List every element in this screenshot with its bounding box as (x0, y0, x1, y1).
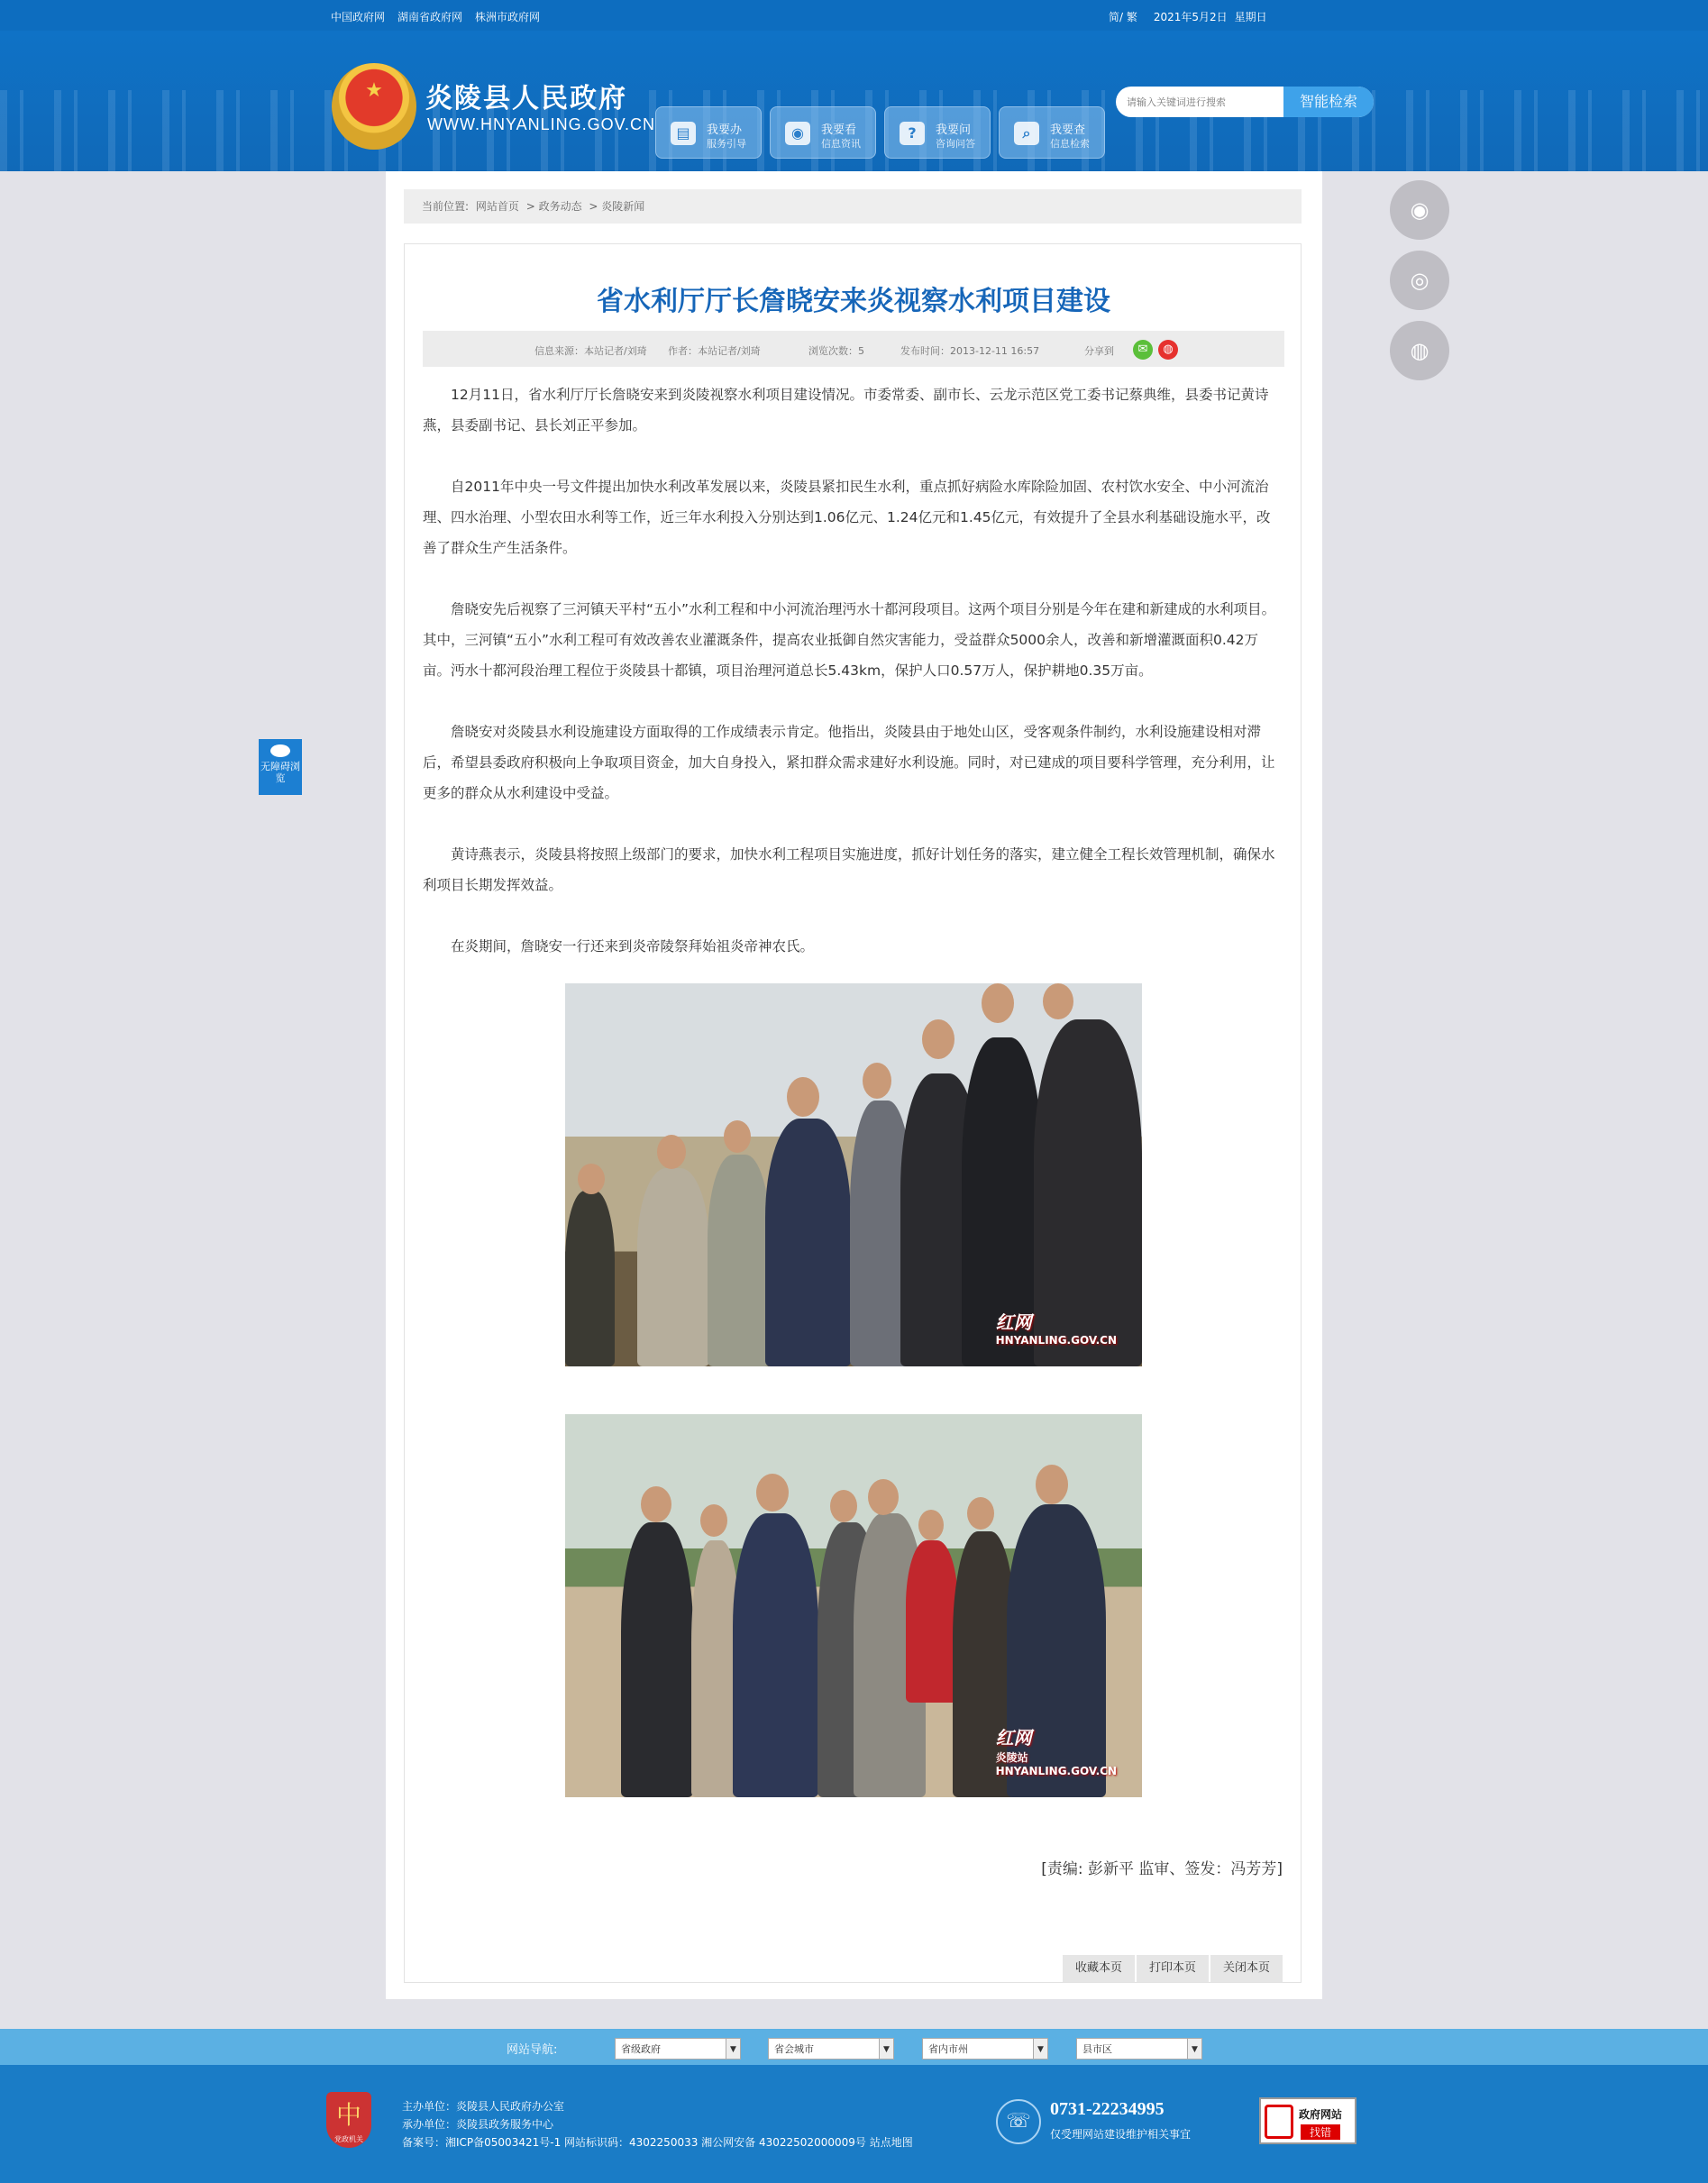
document-icon: ▤ (671, 122, 696, 145)
breadcrumb-yanling-news[interactable]: > 炎陵新闻 (589, 200, 645, 213)
nav-information[interactable] (770, 106, 876, 159)
article-meta (423, 331, 1284, 367)
host-unit: 主办单位：炎陵县人民政府办公室 (402, 2100, 565, 2113)
nav-label: 我要看 (821, 123, 857, 137)
content-container (386, 171, 1322, 1999)
select-provincial-capital[interactable] (768, 2038, 894, 2060)
watermark (996, 1308, 1117, 1347)
nav-search-info[interactable] (999, 106, 1105, 159)
select-value: 县市区 (1082, 2043, 1112, 2055)
undertake-unit: 承办单位：炎陵县政务服务中心 (402, 2118, 554, 2131)
bookmark-page-button[interactable]: 收藏本页 (1063, 1955, 1135, 1982)
report-error-button[interactable] (1259, 2097, 1356, 2144)
paragraph: 12月11日，省水利厅厅长詹晓安来到炎陵视察水利项目建设情况。市委常委、副市长、云龙示范区党工委书记蔡典维，县委书记黄诗燕，县委副书记、县长刘正平参加。 (423, 387, 1269, 434)
close-page-button[interactable]: 关闭本页 (1210, 1955, 1283, 1982)
select-value: 省级政府 (621, 2043, 661, 2055)
link-zhuzhou-gov[interactable]: 株洲市政府网 (475, 11, 541, 23)
footer-site-nav (0, 2029, 1708, 2065)
select-value: 省内市州 (928, 2043, 968, 2055)
article-title: 省水利厅厅长詹晓安来炎视察水利项目建设 (597, 286, 1110, 317)
search-icon: ⌕ (1014, 122, 1039, 145)
weibo-icon: ◍ (1410, 338, 1429, 363)
breadcrumb-label: 当前位置: (422, 200, 470, 213)
accessibility-button[interactable] (259, 739, 302, 795)
search-box (1116, 87, 1374, 117)
watermark-url: HNYANLING.GOV.CN (995, 1334, 1117, 1347)
watermark-subtitle: 炎陵站 (995, 1751, 1028, 1764)
article (404, 243, 1302, 1983)
float-wechat-button[interactable] (1390, 251, 1449, 310)
error-report-title: 政府网站 (1299, 2108, 1343, 2121)
paragraph: 在炎期间，詹晓安一行还来到炎帝陵祭拜始祖炎帝神农氏。 (451, 938, 815, 954)
meta-source: 信息来源：本站记者/刘琦 (534, 345, 647, 357)
select-cities[interactable] (922, 2038, 1048, 2060)
print-page-button[interactable]: 打印本页 (1137, 1955, 1209, 1982)
meta-author: 作者：本站记者/刘琦 (668, 345, 761, 357)
select-value: 省会城市 (774, 2043, 814, 2055)
national-emblem-logo[interactable]: ★ (332, 63, 416, 150)
meta-share-label: 分享到 (1084, 345, 1114, 357)
breadcrumb-home[interactable]: 网站首页 (475, 200, 519, 213)
nav-label: 我要问 (936, 123, 972, 137)
paragraph: 黄诗燕表示，炎陵县将按照上级部门的要求，加快水利工程项目实施进度，抓好计划任务的落实，建立健全工程长效管理机制，确保水利项目长期发挥效益。 (423, 846, 1275, 893)
paragraph: 詹晓安先后视察了三河镇天平村“五小”水利工程和中小河流治理沔水十都河段项目。这两个项目分别是今年在建和新建成的水利项目。其中，三河镇“五小”水利工程可有效改善农业灌溉条件，提高农业抵御自然灾害能力，受益群众5000余人，改善和新增灌溉面积0.42万亩。沔水十都河段治理工程位于炎陵县十都镇，项目治理河道总长5.43km，保护人口0.57万人，保护耕地0.35万亩。 (423, 601, 1276, 679)
paragraph: 自2011年中央一号文件提出加快水利改革发展以来，炎陵县紧扣民生水利，重点抓好病险水库除险加固、农村饮水安全、中小河流治理、四水治理、小型农田水利等工作，近三年水利投入分别达到1.06亿元、1.24亿元和1.45亿元，有效提升了全县水利基础设施水平，改善了群众生产生活条件。 (423, 479, 1271, 556)
chevron-down-icon: ▼ (1033, 2039, 1047, 2059)
language-toggle[interactable]: 简/ 繁 (1109, 11, 1137, 23)
current-date: 2021年5月2日 (1153, 11, 1228, 23)
wechat-share-icon[interactable]: ✉ (1133, 340, 1153, 360)
select-provincial-gov[interactable] (615, 2038, 741, 2060)
site-header (0, 31, 1708, 171)
phone-icon: ☏ (996, 2099, 1041, 2144)
watermark-logo: 红网 (995, 1727, 1032, 1749)
paragraph: 詹晓安对炎陵县水利设施建设方面取得的工作成绩表示肯定。他指出，炎陵县由于地处山区，受客观条件制约，水利设施建设相对滞后，希望县委政府积极向上争取项目资金，加大自身投入，紧扣群众需求建好水利设施。同时，对已建成的项目要科学管理，充分利用，让更多的群众从水利建设中受益。 (423, 724, 1275, 801)
breadcrumb-news-dynamic[interactable]: > 政务动态 (525, 200, 582, 213)
watermark-logo: 红网 (995, 1311, 1032, 1333)
accessibility-label: 无障碍浏览 (260, 761, 300, 784)
article-actions (1063, 1955, 1283, 1982)
chevron-down-icon: ▼ (1187, 2039, 1201, 2059)
top-bar (0, 0, 1708, 31)
link-hunan-gov[interactable]: 湖南省政府网 (397, 11, 463, 23)
nav-sublabel: 咨询问答 (936, 138, 975, 150)
meta-views: 浏览次数：5 (808, 345, 864, 357)
nav-sublabel: 信息检索 (1050, 138, 1090, 150)
weibo-share-icon[interactable]: ◍ (1158, 340, 1178, 360)
search-input[interactable] (1127, 92, 1289, 112)
nav-label: 我要办 (707, 123, 743, 137)
eye-icon (270, 744, 290, 757)
float-weibo-button[interactable] (1390, 321, 1449, 380)
site-url: WWW.HNYANLING.GOV.CN (427, 115, 656, 133)
article-body (423, 379, 1284, 992)
link-china-gov[interactable]: 中国政府网 (331, 11, 386, 23)
nav-sublabel: 信息资讯 (821, 138, 861, 150)
nav-service-guide[interactable] (655, 106, 762, 159)
breadcrumb (404, 189, 1302, 224)
select-counties[interactable] (1076, 2038, 1202, 2060)
nav-label: 我要查 (1050, 123, 1086, 137)
record-info: 备案号：湘ICP备05003421号-1 网站标识码：4302250033 湘公网安备 43022502000009号 站点地图 (402, 2136, 913, 2149)
site-title[interactable]: 炎陵县人民政府 (425, 83, 627, 114)
meta-published: 发布时间：2013-12-11 16:57 (900, 345, 1040, 357)
site-footer (0, 2065, 1708, 2183)
float-eye-button[interactable] (1390, 180, 1449, 240)
article-photo-inspection-field (565, 983, 1142, 1366)
nav-consult[interactable] (884, 106, 991, 159)
chevron-down-icon: ▼ (726, 2039, 740, 2059)
watermark (996, 1723, 1117, 1777)
article-photo-inspection-site (565, 1414, 1142, 1797)
site-nav-label: 网站导航: (507, 2043, 558, 2057)
contact-phone-note: 仅受理网站建设维护相关事宜 (1050, 2128, 1192, 2141)
top-links (331, 9, 540, 24)
eye-icon: ◉ (785, 122, 810, 145)
party-government-badge[interactable]: 中 党政机关 (326, 2092, 371, 2148)
badge-label: 党政机关 (334, 2135, 363, 2143)
error-report-logo-icon (1265, 2105, 1293, 2139)
eye-icon: ◉ (1410, 197, 1429, 223)
chevron-down-icon: ▼ (879, 2039, 893, 2059)
smart-search-button[interactable]: 智能检索 (1283, 87, 1374, 117)
question-icon: ? (900, 122, 925, 145)
contact-phone: 0731-22234995 (1050, 2099, 1165, 2119)
editor-credit: [责编: 彭新平 监审、签发：冯芳芳] (1041, 1860, 1283, 1878)
footer-info (402, 2097, 913, 2151)
error-report-label: 找错 (1301, 2124, 1340, 2140)
nav-sublabel: 服务引导 (707, 138, 746, 150)
wechat-icon: ◎ (1410, 268, 1429, 293)
current-weekday: 星期日 (1234, 11, 1267, 23)
watermark-url: HNYANLING.GOV.CN (995, 1765, 1117, 1777)
